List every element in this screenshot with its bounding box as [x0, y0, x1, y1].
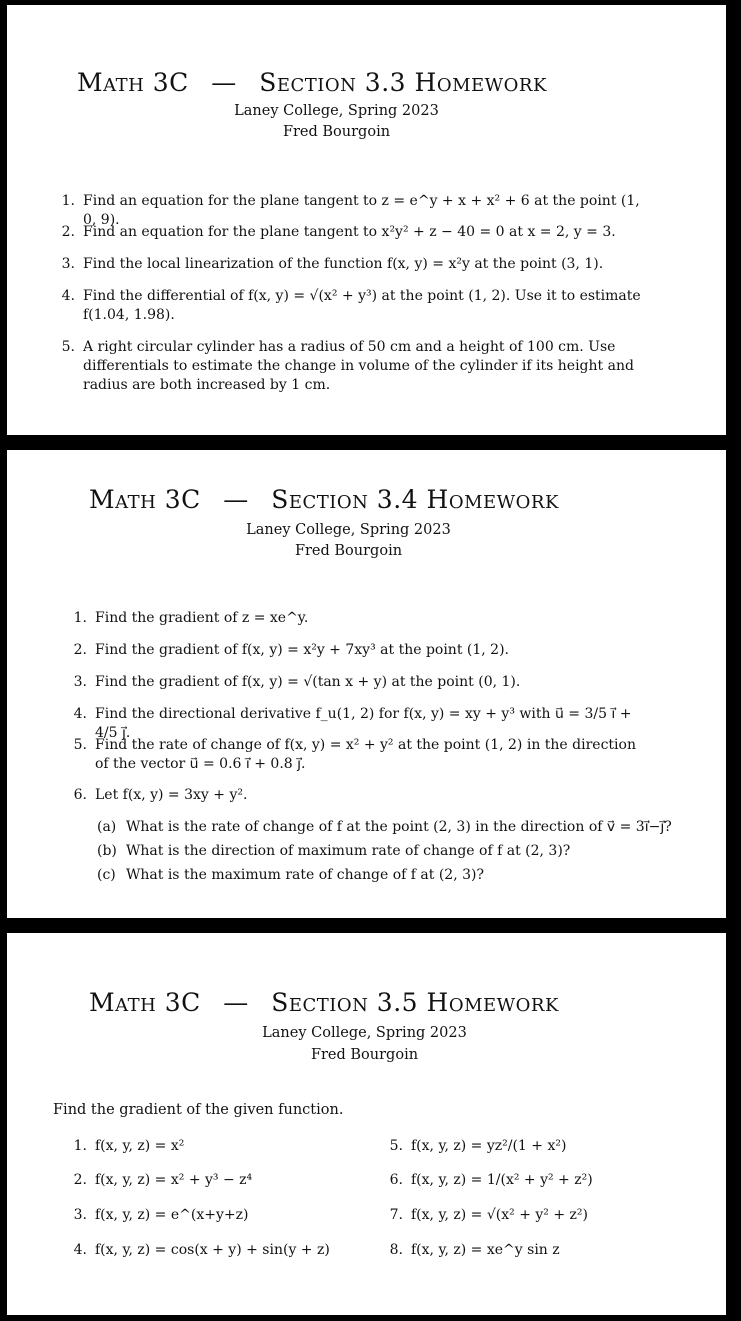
- problem-text: f(x, y, z) = cos(x + y) + sin(y + z): [95, 1242, 330, 1258]
- college-line: Laney College, Spring 2023: [262, 1025, 467, 1041]
- problem-text: Find the gradient of f(x, y) = √(tan x + y) at the point (0, 1).: [95, 674, 521, 690]
- course-name: Math 3C: [77, 68, 189, 97]
- course-name: Math 3C: [89, 485, 201, 514]
- problem-text: f(x, y, z) = e^(x+y+z): [95, 1207, 249, 1223]
- instructions: Find the gradient of the given function.: [53, 1102, 344, 1118]
- problem-text: f(x, y, z) = 1/(x² + y² + z²): [411, 1172, 593, 1188]
- problem-text: Find an equation for the plane tangent to x²y² + z − 40 = 0 at x = 2, y = 3.: [83, 224, 616, 240]
- problem-text: Let f(x, y) = 3xy + y².: [95, 787, 248, 803]
- problem-text: f(x, y, z) = x² + y³ − z⁴: [95, 1172, 253, 1188]
- college-line: Laney College, Spring 2023: [246, 522, 451, 538]
- title-dash: —: [223, 988, 249, 1017]
- college-line: Laney College, Spring 2023: [234, 103, 439, 119]
- homework-sheet-3-5: Math 3C — Section 3.5 Homework Laney College, Spring 2023 Fred Bourgoin Find the gradient of the given function. 1. f(x, y, z) = x² 2. f(x, y, z) = x² + y³ − z⁴ 3. f(x, y, z) = e^(x+y+z) 4. f(x, y, z) = cos(x + y) + sin(y + z) 5. f(x, y, z) = yz²/(1 + x²) 6. f(x, y, z) = 1/(x² + y² + z²) 7. f(x, y, z) = √(x² + y² + z²) 8. f(x, y, z) = xe^y sin z: [7, 933, 726, 1315]
- section-name: Section 3.4 Homework: [271, 485, 559, 514]
- section-name: Section 3.3 Homework: [259, 68, 547, 97]
- problem-text: A right circular cylinder has a radius of 50 cm and a height of 100 cm. Use differentials to estimate the change in volume of the cylinder if its height and radius are both increased by 1 cm.: [83, 339, 634, 393]
- problem-text: Find the gradient of f(x, y) = x²y + 7xy³ at the point (1, 2).: [95, 642, 509, 658]
- instructor-line: Fred Bourgoin: [282, 124, 391, 140]
- instructor-line: Fred Bourgoin: [310, 1047, 419, 1063]
- title-dash: —: [211, 68, 237, 97]
- page-title: [7, 485, 741, 514]
- problem-text: Find the rate of change of f(x, y) = x² + y² at the point (1, 2) in the direction of the vector u⃗ = 0.6 i⃗ + 0.8 j⃗.: [95, 737, 636, 772]
- page-title: [7, 988, 741, 1017]
- course-name: Math 3C: [89, 988, 201, 1017]
- problem-text: Find the local linearization of the function f(x, y) = x²y at the point (3, 1).: [83, 256, 604, 272]
- subproblem-text: What is the direction of maximum rate of change of f at (2, 3)?: [126, 843, 571, 859]
- subproblem-text: What is the maximum rate of change of f at (2, 3)?: [126, 867, 484, 883]
- problem-text: Find the differential of f(x, y) = √(x² + y³) at the point (1, 2). Use it to estimate f(1.04, 1.98).: [83, 288, 641, 323]
- title-dash: —: [223, 485, 249, 514]
- problem-text: Find the gradient of z = xe^y.: [95, 610, 309, 626]
- subproblem-text: What is the rate of change of f at the point (2, 3) in the direction of v⃗ = 3i⃗−j⃗?: [126, 819, 672, 835]
- homework-sheet-3-4: Math 3C — Section 3.4 Homework Laney College, Spring 2023 Fred Bourgoin 1. Find the gradient of z = xe^y. 2. Find the gradient of f(x, y) = x²y + 7xy³ at the point (1, 2). 3. Find the gradient of f(x, y) = √(tan x + y) at the point (0, 1). 4. Find the directional derivative f_u(1, 2) for f(x, y) = xy + y³ with u⃗ = 3/5 i⃗ + 4/5 j⃗. 5. Find the rate of change of f(x, y) = x² + y² at the point (1, 2) in the direction of the vector u⃗ = 0.6 i⃗ + 0.8 j⃗. 6. Let f(x, y) = 3xy + y². (a) What is the rate of change of f at the point (2, 3) in the direction of v⃗ = 3i⃗−j⃗? (b) What is the direction of maximum rate of change of f at (2, 3)? (c) What is the maximum rate of change of f at (2, 3)?: [7, 450, 726, 918]
- homework-sheet-3-3: Math 3C — Section 3.3 Homework Laney College, Spring 2023 Fred Bourgoin 1. Find an equation for the plane tangent to z = e^y + x + x² + 6 at the point (1, 0, 9). 2. Find an equation for the plane tangent to x²y² + z − 40 = 0 at x = 2, y = 3. 3. Find the local linearization of the function f(x, y) = x²y at the point (3, 1). 4. Find the differential of f(x, y) = √(x² + y³) at the point (1, 2). Use it to estimate f(1.04, 1.98). 5. A right circular cylinder has a radius of 50 cm and a height of 100 cm. Use differentials to estimate the change in volume of the cylinder if its height and radius are both increased by 1 cm.: [7, 5, 726, 435]
- problem-text: f(x, y, z) = x²: [95, 1138, 185, 1154]
- instructor-line: Fred Bourgoin: [294, 543, 403, 559]
- problem-text: f(x, y, z) = √(x² + y² + z²): [411, 1207, 588, 1223]
- problem-text: Find the directional derivative f_u(1, 2) for f(x, y) = xy + y³ with u⃗ = 3/5 i⃗ + 4/5 j⃗.: [95, 706, 632, 741]
- problem-text: f(x, y, z) = xe^y sin z: [411, 1242, 560, 1258]
- problem-text: f(x, y, z) = yz²/(1 + x²): [411, 1138, 567, 1154]
- page-title: [7, 68, 741, 97]
- section-name: Section 3.5 Homework: [271, 988, 559, 1017]
- problem-text: Find an equation for the plane tangent to z = e^y + x + x² + 6 at the point (1, 0, 9).: [83, 193, 640, 228]
